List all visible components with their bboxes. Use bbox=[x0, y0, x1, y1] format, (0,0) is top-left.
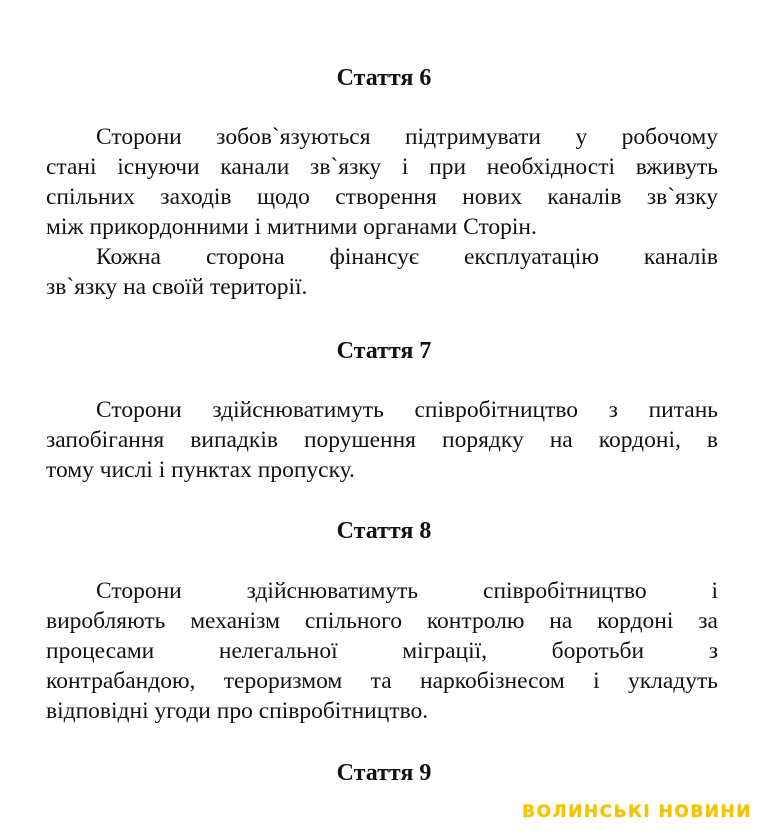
article-7-line-1: Сторони здійснюватимуть співробітництво з питань bbox=[96, 397, 718, 423]
article-8-line-5: відповідні угоди про співробітництво. bbox=[46, 698, 429, 724]
article-6-line-6: зв`язку на своїй території. bbox=[46, 274, 308, 300]
article-8-line-4: контрабандою, тероризмом та наркобізнесом і укладуть bbox=[46, 668, 718, 694]
watermark-logo: ВОЛИНСЬКІ НОВИНИ bbox=[522, 802, 752, 822]
article-6-line-1: Сторони зобов`язуються підтримувати у робочому bbox=[96, 124, 718, 150]
article-7-heading: Стаття 7 bbox=[336, 338, 432, 364]
article-8-line-2: виробляють механізм спільного контролю на кордоні за bbox=[46, 608, 718, 634]
article-7-line-3: тому числі і пунктах пропуску. bbox=[46, 457, 355, 483]
article-6-heading: Стаття 6 bbox=[336, 65, 432, 91]
article-8-heading: Стаття 8 bbox=[336, 518, 432, 544]
article-6-line-5: Кожна сторона фінансує експлуатацію каналів bbox=[96, 244, 718, 270]
article-8-line-1: Сторони здійснюватимуть співробітництво і bbox=[96, 578, 718, 604]
article-6-line-4: між прикордонними і митними органами Сторін. bbox=[46, 214, 537, 240]
article-9-heading: Стаття 9 bbox=[336, 760, 432, 786]
article-6-line-2: стані існуючи канали зв`язку і при необхідності вживуть bbox=[46, 154, 718, 180]
article-7-line-2: запобігання випадків порушення порядку на кордоні, в bbox=[46, 427, 718, 453]
article-6-line-3: спільних заходів щодо створення нових каналів зв`язку bbox=[46, 184, 718, 210]
article-8-line-3: процесами нелегальної міграції, боротьби з bbox=[46, 638, 718, 664]
